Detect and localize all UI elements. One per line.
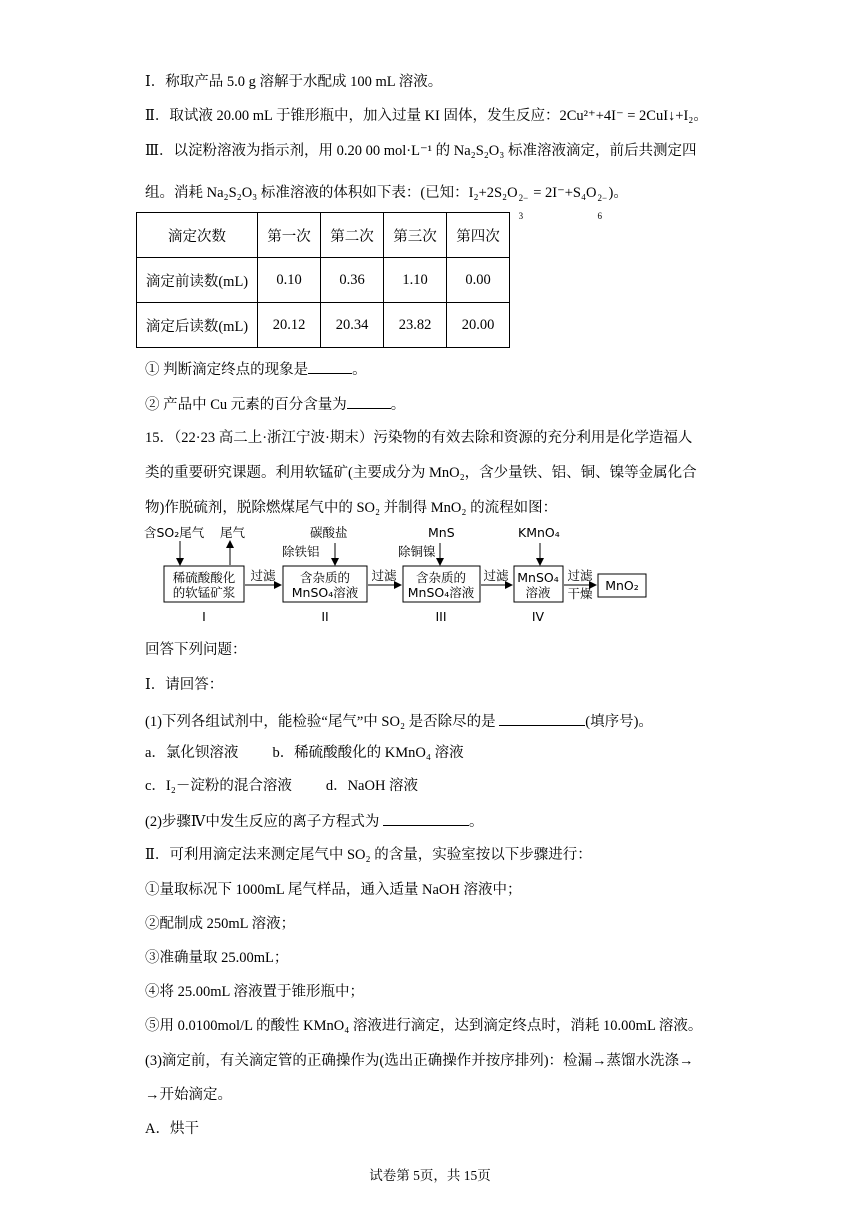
table-cell: 1.10 bbox=[384, 258, 447, 303]
answer-blank[interactable] bbox=[499, 710, 585, 726]
step-2: Ⅱ．取试液 20.00 mL 于锥形瓶中，加入过量 KI 固体，发生反应：2Cu²⁺+4I⁻ = 2CuI↓+I₂。 bbox=[145, 108, 708, 124]
procedure-step-4: ④将 25.00mL 溶液置于锥形瓶中； bbox=[145, 984, 364, 1000]
table-cell: 滴定后读数(mL) bbox=[137, 303, 258, 348]
options-row-1 bbox=[145, 743, 464, 763]
table-header-cell: 第三次 bbox=[384, 213, 447, 258]
procedure-step-1: ①量取标况下 1000mL 尾气样品，通入适量 NaOH 溶液中； bbox=[145, 882, 522, 898]
question-2: (2)步骤Ⅳ中发生反应的离子方程式为 。 bbox=[145, 810, 484, 832]
answer-blank[interactable] bbox=[383, 810, 469, 826]
answer-prompt: 回答下列问题： bbox=[145, 642, 247, 658]
flow-step-label-3: III bbox=[435, 609, 447, 624]
flow-reagent-4: KMnO₄ bbox=[518, 525, 560, 540]
question-1: (1)下列各组试剂中，能检验“尾气”中 SO₂ 是否除尽的是 (填序号)。 bbox=[145, 710, 653, 732]
flow-box-2-text-a: 含杂质的 bbox=[299, 570, 351, 585]
flow-arrow-label-4b: 干燥 bbox=[567, 586, 593, 601]
flow-box-1-text-b: 的软锰矿浆 bbox=[172, 585, 236, 600]
flow-box-3-text-b: MnSO₄溶液 bbox=[407, 585, 475, 600]
options-row-2 bbox=[145, 776, 418, 796]
flow-arrow-label-2: 过滤 bbox=[371, 568, 397, 583]
flow-reagent-3b: 除铜镍 bbox=[398, 544, 436, 559]
table-header-cell: 第二次 bbox=[321, 213, 384, 258]
option-b: b．稀硫酸酸化的 KMnO₄ 溶液 bbox=[272, 745, 464, 761]
step-3-line-2: 组。消耗 Na₂S₂O₃ 标准溶液的体积如下表：(已知：I₂+2S₂O 2− 3 = 2I⁻+S₄O 2− 6 )。 bbox=[145, 185, 628, 221]
table-cell: 0.36 bbox=[321, 258, 384, 303]
part-1-heading: Ⅰ．请回答： bbox=[145, 677, 224, 693]
flow-step-label-2: II bbox=[321, 609, 329, 624]
problem-15-line-1: 15．（22·23 高二上·浙江宁波·期末）污染物的有效去除和资源的充分利用是化学造福人 bbox=[145, 430, 693, 446]
option-c: c．I₂－淀粉的混合溶液 bbox=[145, 778, 292, 794]
table-header-cell: 滴定次数 bbox=[137, 213, 258, 258]
part-2-heading: Ⅱ．可利用滴定法来测定尾气中 SO₂ 的含量，实验室按以下步骤进行： bbox=[145, 847, 592, 863]
flow-arrow-label-1: 过滤 bbox=[250, 568, 276, 583]
table-cell: 0.10 bbox=[258, 258, 321, 303]
reaction-equation: 2Cu²⁺+4I⁻ = 2CuI↓+I₂。 bbox=[559, 108, 708, 124]
option-A: A．烘干 bbox=[145, 1121, 199, 1137]
problem-15-line-2: 类的重要研究课题。利用软锰矿(主要成分为 MnO₂，含少量铁、铝、铜、镍等金属化合 bbox=[145, 465, 697, 481]
flow-reagent-3a: MnS bbox=[428, 525, 455, 540]
flow-box-3-text-a: 含杂质的 bbox=[415, 570, 467, 585]
procedure-step-3: ③准确量取 25.00mL； bbox=[145, 950, 289, 966]
option-a: a．氯化钡溶液 bbox=[145, 745, 239, 761]
flow-output-label: 尾气 bbox=[220, 525, 246, 540]
flow-step-label-1: I bbox=[202, 609, 206, 624]
procedure-step-2: ②配制成 250mL 溶液； bbox=[145, 916, 296, 932]
problem-15-line-3: 物)作脱硫剂，脱除燃煤尾气中的 SO₂ 并制得 MnO₂ 的流程如图： bbox=[145, 500, 558, 516]
flow-arrow-label-3: 过滤 bbox=[483, 568, 509, 583]
table-cell: 20.12 bbox=[258, 303, 321, 348]
table-cell: 23.82 bbox=[384, 303, 447, 348]
flow-box-4-text-a: MnSO₄ bbox=[517, 570, 559, 585]
table-cell: 20.34 bbox=[321, 303, 384, 348]
question-3-line-2: →开始滴定。 bbox=[145, 1087, 232, 1103]
question-3-line-1: (3)滴定前，有关滴定管的正确操作为(选出正确操作并按序排列)：检漏→蒸馏水洗涤→ bbox=[145, 1053, 694, 1069]
flow-box-2-text-b: MnSO₄溶液 bbox=[291, 585, 359, 600]
table-header-cell: 第一次 bbox=[258, 213, 321, 258]
page-footer: 试卷第 5页，共 15页 bbox=[369, 1168, 491, 1183]
flow-arrow-label-4a: 过滤 bbox=[567, 568, 593, 583]
table-cell: 滴定前读数(mL) bbox=[137, 258, 258, 303]
flow-reagent-2a: 碳酸盐 bbox=[310, 525, 348, 540]
flow-box-5-text: MnO₂ bbox=[605, 578, 639, 593]
question-cu-content: ② 产品中 Cu 元素的百分含量为 。 bbox=[145, 393, 405, 415]
flow-step-label-4: IV bbox=[531, 609, 545, 624]
option-d: d．NaOH 溶液 bbox=[325, 778, 419, 794]
step-1: Ⅰ．称取产品 5.0 g 溶解于水配成 100 mL 溶液。 bbox=[145, 74, 443, 90]
table-header-cell: 第四次 bbox=[447, 213, 510, 258]
flow-box-4-text-b: 溶液 bbox=[525, 585, 551, 600]
table-cell: 0.00 bbox=[447, 258, 510, 303]
flow-reagent-2b: 除铁铝 bbox=[282, 544, 320, 559]
question-end-point: ① 判断滴定终点的现象是 。 bbox=[145, 358, 367, 380]
step-3-line-1: Ⅲ．以淀粉溶液为指示剂，用 0.20 00 mol·L⁻¹ 的 Na₂S₂O₃ 标准溶液滴定，前后共测定四 bbox=[145, 143, 697, 159]
flow-box-1-text-a: 稀硫酸酸化 bbox=[172, 570, 236, 585]
procedure-step-5: ⑤用 0.0100mol/L 的酸性 KMnO₄ 溶液进行滴定，达到滴定终点时，消耗 10.00mL 溶液。 bbox=[145, 1018, 703, 1034]
flow-input-label: 含SO₂尾气 bbox=[144, 525, 205, 540]
table-cell: 20.00 bbox=[447, 303, 510, 348]
